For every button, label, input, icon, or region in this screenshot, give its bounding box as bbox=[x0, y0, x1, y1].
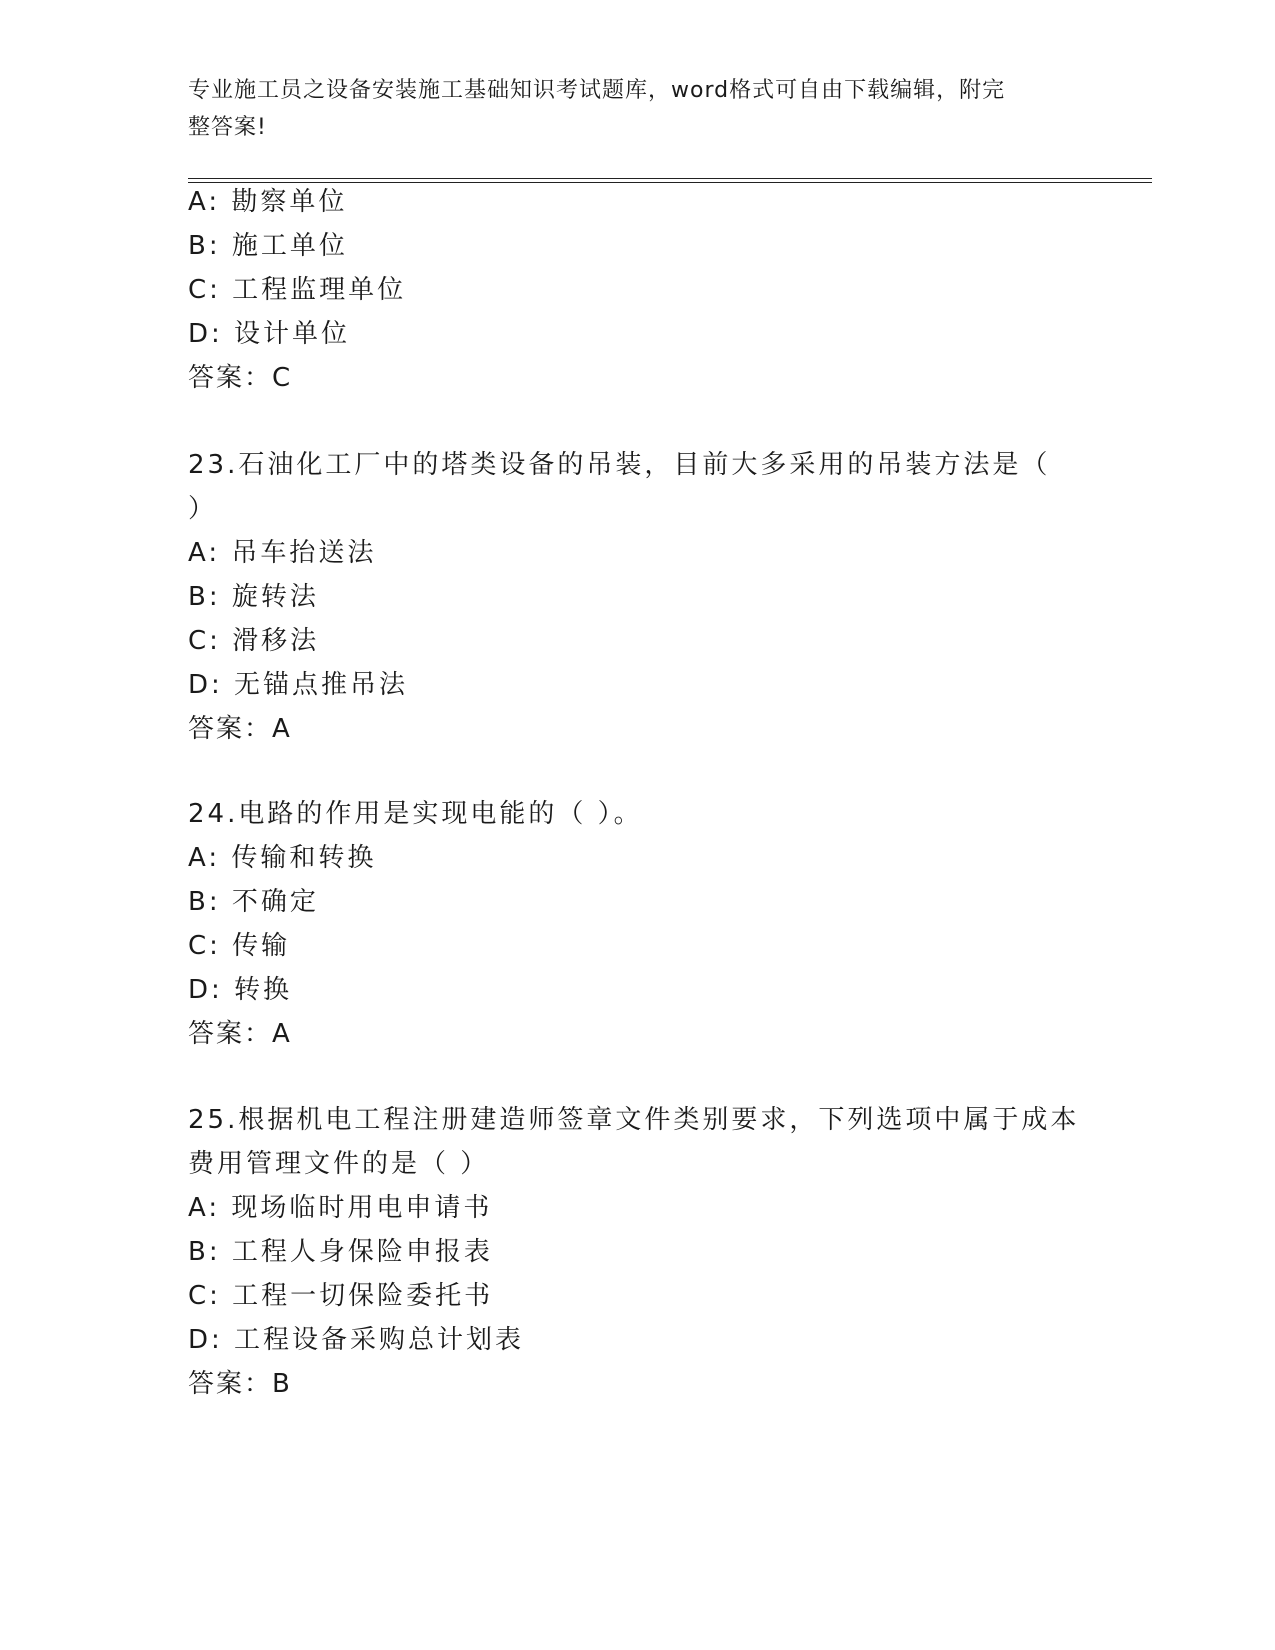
header-line-1: 专业施工员之设备安装施工基础知识考试题库，word格式可自由下载编辑，附完 bbox=[188, 78, 1006, 103]
q24-option-a: A: 传输和转换 bbox=[188, 843, 377, 873]
q23-option-a: A: 吊车抬送法 bbox=[188, 538, 377, 568]
q23-option-d: D: 无锚点推吊法 bbox=[188, 670, 409, 700]
q25-option-d: D: 工程设备采购总计划表 bbox=[188, 1325, 525, 1355]
q25-option-a: A: 现场临时用电申请书 bbox=[188, 1193, 493, 1223]
q23-question-line-2: ） bbox=[188, 494, 218, 524]
q22-option-d: D: 设计单位 bbox=[188, 319, 351, 349]
q25-answer: 答案：B bbox=[188, 1369, 292, 1399]
q24-answer: 答案：A bbox=[188, 1019, 292, 1049]
q24-question-line-1: 24.电路的作用是实现电能的（ ）。 bbox=[188, 799, 643, 829]
q22-option-c: C: 工程监理单位 bbox=[188, 275, 407, 305]
header-divider bbox=[188, 178, 1152, 183]
q23-answer: 答案：A bbox=[188, 714, 292, 744]
q24-option-d: D: 转换 bbox=[188, 975, 293, 1005]
header-line-2: 整答案! bbox=[188, 115, 267, 140]
q24-option-c: C: 传输 bbox=[188, 931, 291, 961]
q23-option-c: C: 滑移法 bbox=[188, 626, 320, 656]
q25-question-line-2: 费用管理文件的是（ ） bbox=[188, 1149, 490, 1179]
q22-answer: 答案：C bbox=[188, 363, 293, 393]
q22-option-b: B: 施工单位 bbox=[188, 231, 348, 261]
q24-option-b: B: 不确定 bbox=[188, 887, 319, 917]
q25-option-c: C: 工程一切保险委托书 bbox=[188, 1281, 494, 1311]
q22-option-a: A: 勘察单位 bbox=[188, 187, 348, 217]
q23-option-b: B: 旋转法 bbox=[188, 582, 319, 612]
q25-option-b: B: 工程人身保险申报表 bbox=[188, 1237, 493, 1267]
q23-question-line-1: 23.石油化工厂中的塔类设备的吊装，目前大多采用的吊装方法是（ bbox=[188, 450, 1051, 480]
q25-question-line-1: 25.根据机电工程注册建造师签章文件类别要求，下列选项中属于成本 bbox=[188, 1105, 1080, 1135]
document-header bbox=[188, 72, 1068, 146]
